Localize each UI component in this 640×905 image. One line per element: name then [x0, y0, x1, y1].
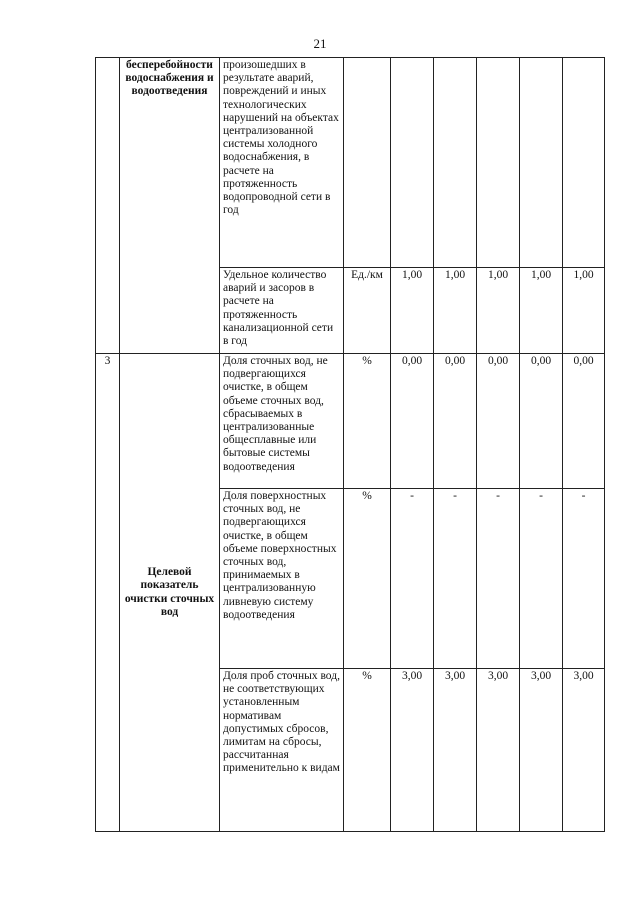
value-cell: 1,00 [391, 268, 434, 354]
indicator-cell: произошедших в результате аварий, повреждений и иных технологических нарушений на объектах централизованной системы холодного водоснабжения, в расчете на протяженность водопроводной сети в год [220, 58, 344, 268]
table-row [96, 354, 605, 489]
indicator-cell: Доля проб сточных вод, не соответствующих установленным нормативам допустимых сбросов, лимитам на сбросы, рассчитанная применительно к видам [220, 669, 344, 832]
value-cell: 3,00 [391, 669, 434, 832]
unit-cell: % [344, 489, 391, 669]
indicator-cell: Удельное количество аварий и засоров в расчете на протяженность канализационной сети в год [220, 268, 344, 354]
value-cell: - [520, 489, 563, 669]
value-cell: - [391, 489, 434, 669]
value-cell: 1,00 [520, 268, 563, 354]
value-cell [563, 58, 605, 268]
group-name-cell: бесперебойности водоснабжения и водоотведения [120, 58, 220, 354]
value-cell: 3,00 [563, 669, 605, 832]
unit-cell [344, 58, 391, 268]
indicator-cell: Доля поверхностных сточных вод, не подвергающихся очистке, в общем объеме поверхностных сточных вод, принимаемых в централизованную ливневую систему водоотведения [220, 489, 344, 669]
value-cell [477, 58, 520, 268]
page-number: 21 [313, 36, 327, 51]
value-cell: 0,00 [434, 354, 477, 489]
unit-cell: % [344, 669, 391, 832]
value-cell: 1,00 [434, 268, 477, 354]
row-number-cell [96, 58, 120, 354]
group-name-cell: Целевой показатель очистки сточных вод [120, 354, 220, 832]
row-number-cell: 3 [96, 354, 120, 832]
value-cell: 0,00 [391, 354, 434, 489]
value-cell: 1,00 [477, 268, 520, 354]
value-cell [434, 58, 477, 268]
value-cell: - [477, 489, 520, 669]
table-row [96, 58, 605, 268]
value-cell: 3,00 [434, 669, 477, 832]
value-cell: 1,00 [563, 268, 605, 354]
value-cell: - [563, 489, 605, 669]
indicator-cell: Доля сточных вод, не подвергающихся очистке, в общем объеме сточных вод, сбрасываемых в централизованные общесплавные или бытовые системы водоотведения [220, 354, 344, 489]
value-cell: 0,00 [477, 354, 520, 489]
value-cell: 0,00 [520, 354, 563, 489]
indicators-table [95, 57, 605, 832]
unit-cell: % [344, 354, 391, 489]
unit-cell: Ед./км [344, 268, 391, 354]
value-cell [391, 58, 434, 268]
value-cell [520, 58, 563, 268]
value-cell: 3,00 [520, 669, 563, 832]
value-cell: - [434, 489, 477, 669]
value-cell: 3,00 [477, 669, 520, 832]
value-cell: 0,00 [563, 354, 605, 489]
